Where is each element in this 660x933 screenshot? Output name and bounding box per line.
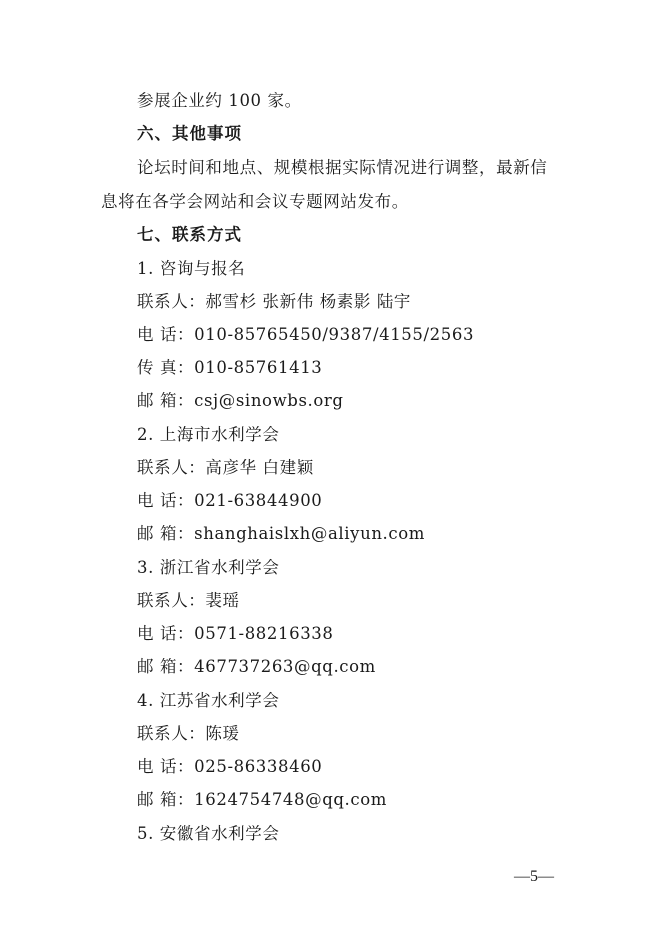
page-number: —5—: [514, 868, 554, 885]
exhibitor-count-text: 参展企业约 100 家。: [137, 91, 302, 110]
contact-group-2-email: 邮 箱：shanghaislxh@aliyun.com: [137, 524, 426, 543]
contact-group-4-phone: 电 话：025-86338460: [137, 757, 323, 776]
contact-group-3-title: 3. 浙江省水利学会: [137, 558, 280, 577]
contact-group-1-title: 1. 咨询与报名: [137, 259, 246, 278]
contact-group-4-email: 邮 箱：1624754748@qq.com: [137, 790, 388, 809]
contact-group-1-email: 邮 箱：csj@sinowbs.org: [137, 391, 344, 410]
other-matters-text-line-2: 息将在各学会网站和会议专题网站发布。: [101, 192, 409, 211]
contact-group-2-phone: 电 话：021-63844900: [137, 491, 323, 510]
section-seven-heading: 七、联系方式: [137, 225, 242, 244]
contact-group-4-person: 联系人：陈瑗: [137, 724, 240, 743]
contact-group-3-email: 邮 箱：467737263@qq.com: [137, 657, 376, 676]
contact-group-1-person: 联系人：郝雪杉 张新伟 杨素影 陆宇: [137, 292, 412, 311]
contact-group-2-title: 2. 上海市水利学会: [137, 425, 280, 444]
contact-group-2-person: 联系人：高彦华 白建颖: [137, 458, 314, 477]
contact-group-1-fax: 传 真：010-85761413: [137, 358, 323, 377]
contact-group-5-title: 5. 安徽省水利学会: [137, 824, 280, 843]
other-matters-text-line-1: 论坛时间和地点、规模根据实际情况进行调整，最新信: [137, 158, 548, 177]
contact-group-3-person: 联系人：裴瑶: [137, 591, 240, 610]
contact-group-4-title: 4. 江苏省水利学会: [137, 691, 280, 710]
contact-group-1-phone: 电 话：010-85765450/9387/4155/2563: [137, 325, 475, 344]
contact-group-3-phone: 电 话：0571-88216338: [137, 624, 334, 643]
section-six-heading: 六、其他事项: [137, 124, 242, 143]
